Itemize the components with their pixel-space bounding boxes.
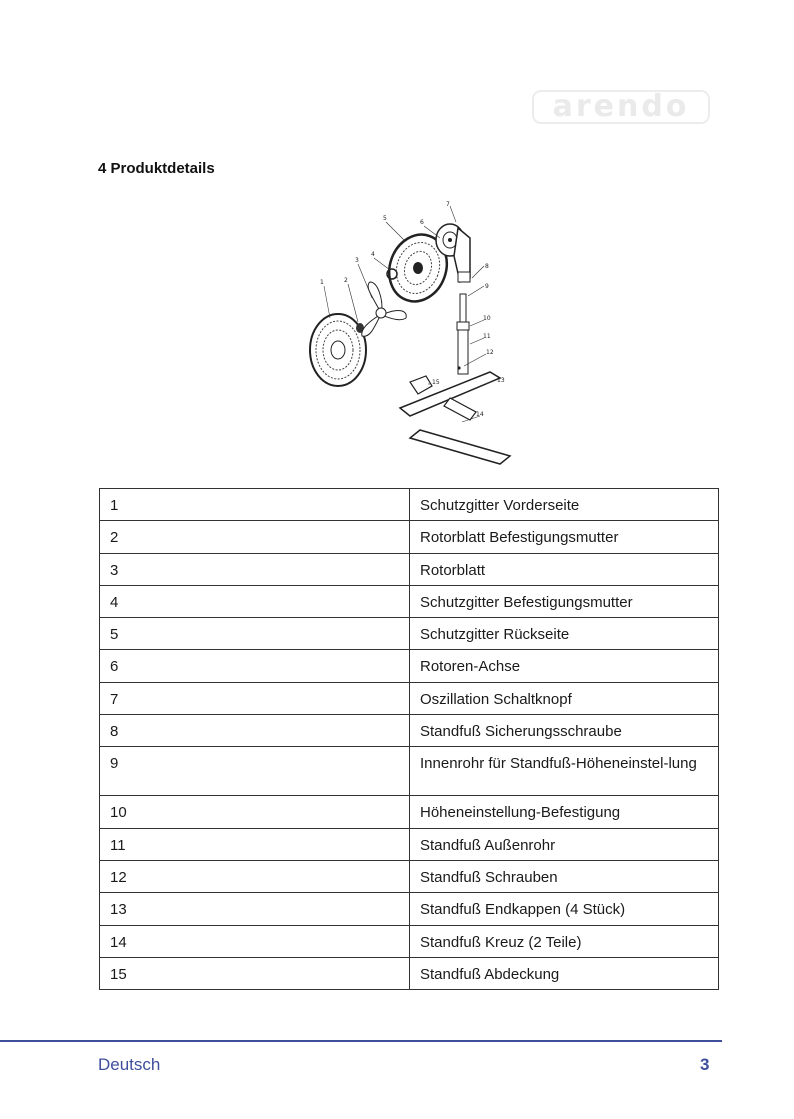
part-description: Standfuß Außenrohr bbox=[410, 828, 719, 860]
part-number: 15 bbox=[100, 957, 410, 989]
table-row bbox=[100, 650, 719, 682]
table-row bbox=[100, 957, 719, 989]
diagram-label-1: 1 bbox=[320, 279, 324, 286]
part-description: Schutzgitter Vorderseite bbox=[410, 489, 719, 521]
table-row bbox=[100, 860, 719, 892]
part-number: 12 bbox=[100, 860, 410, 892]
table-row bbox=[100, 553, 719, 585]
part-number: 7 bbox=[100, 682, 410, 714]
diagram-label-10: 10 bbox=[483, 315, 491, 322]
part-number: 14 bbox=[100, 925, 410, 957]
diagram-label-6: 6 bbox=[420, 219, 424, 226]
part-description: Rotoren-Achse bbox=[410, 650, 719, 682]
part-number: 13 bbox=[100, 893, 410, 925]
diagram-label-9: 9 bbox=[485, 283, 489, 290]
part-description: Standfuß Sicherungsschraube bbox=[410, 715, 719, 747]
table-row bbox=[100, 747, 719, 796]
part-description: Oszillation Schaltknopf bbox=[410, 682, 719, 714]
part-description: Standfuß Abdeckung bbox=[410, 957, 719, 989]
part-description: Standfuß Schrauben bbox=[410, 860, 719, 892]
part-number: 9 bbox=[100, 747, 410, 796]
table-row bbox=[100, 618, 719, 650]
part-number: 2 bbox=[100, 521, 410, 553]
footer-divider bbox=[0, 1040, 722, 1042]
diagram-label-4: 4 bbox=[371, 251, 375, 258]
parts-table bbox=[99, 488, 719, 990]
diagram-label-7: 7 bbox=[446, 201, 450, 208]
page-number: 3 bbox=[700, 1055, 710, 1074]
part-description: Schutzgitter Rückseite bbox=[410, 618, 719, 650]
table-row bbox=[100, 521, 719, 553]
part-description: Innenrohr für Standfuß-Höheneinstel-lung bbox=[410, 747, 719, 796]
height-clamp-part bbox=[457, 322, 469, 330]
part-number: 3 bbox=[100, 553, 410, 585]
part-description: Höheneinstellung-Befestigung bbox=[410, 796, 719, 828]
brand-logo: arendo bbox=[532, 90, 710, 124]
screws-part bbox=[457, 366, 460, 369]
part-number: 8 bbox=[100, 715, 410, 747]
diagram-label-5: 5 bbox=[383, 215, 387, 222]
motor-housing-part bbox=[436, 224, 470, 282]
part-description: Rotorblatt Befestigungsmutter bbox=[410, 521, 719, 553]
table-row bbox=[100, 715, 719, 747]
diagram-label-15: 15 bbox=[432, 379, 440, 386]
diagram-label-14: 14 bbox=[476, 411, 484, 418]
part-description: Rotorblatt bbox=[410, 553, 719, 585]
diagram-label-11: 11 bbox=[483, 333, 491, 340]
table-row bbox=[100, 925, 719, 957]
table-row bbox=[100, 585, 719, 617]
section-title: 4 Produktdetails bbox=[98, 160, 215, 177]
part-number: 5 bbox=[100, 618, 410, 650]
part-number: 10 bbox=[100, 796, 410, 828]
table-row bbox=[100, 489, 719, 521]
diagram-label-13: 13 bbox=[497, 377, 505, 384]
diagram-label-2: 2 bbox=[344, 277, 348, 284]
base-cover-part bbox=[410, 376, 432, 394]
inner-tube-part bbox=[460, 294, 466, 324]
table-row bbox=[100, 893, 719, 925]
part-number: 6 bbox=[100, 650, 410, 682]
part-number: 11 bbox=[100, 828, 410, 860]
exploded-fan-diagram bbox=[300, 198, 530, 470]
diagram-label-12: 12 bbox=[486, 349, 494, 356]
diagram-label-8: 8 bbox=[485, 263, 489, 270]
part-number: 4 bbox=[100, 585, 410, 617]
table-row bbox=[100, 828, 719, 860]
part-description: Schutzgitter Befestigungsmutter bbox=[410, 585, 719, 617]
part-number: 1 bbox=[100, 489, 410, 521]
part-description: Standfuß Kreuz (2 Teile) bbox=[410, 925, 719, 957]
diagram-label-3: 3 bbox=[355, 257, 359, 264]
table-row bbox=[100, 682, 719, 714]
part-description: Standfuß Endkappen (4 Stück) bbox=[410, 893, 719, 925]
footer-language: Deutsch bbox=[98, 1055, 161, 1074]
table-row bbox=[100, 796, 719, 828]
